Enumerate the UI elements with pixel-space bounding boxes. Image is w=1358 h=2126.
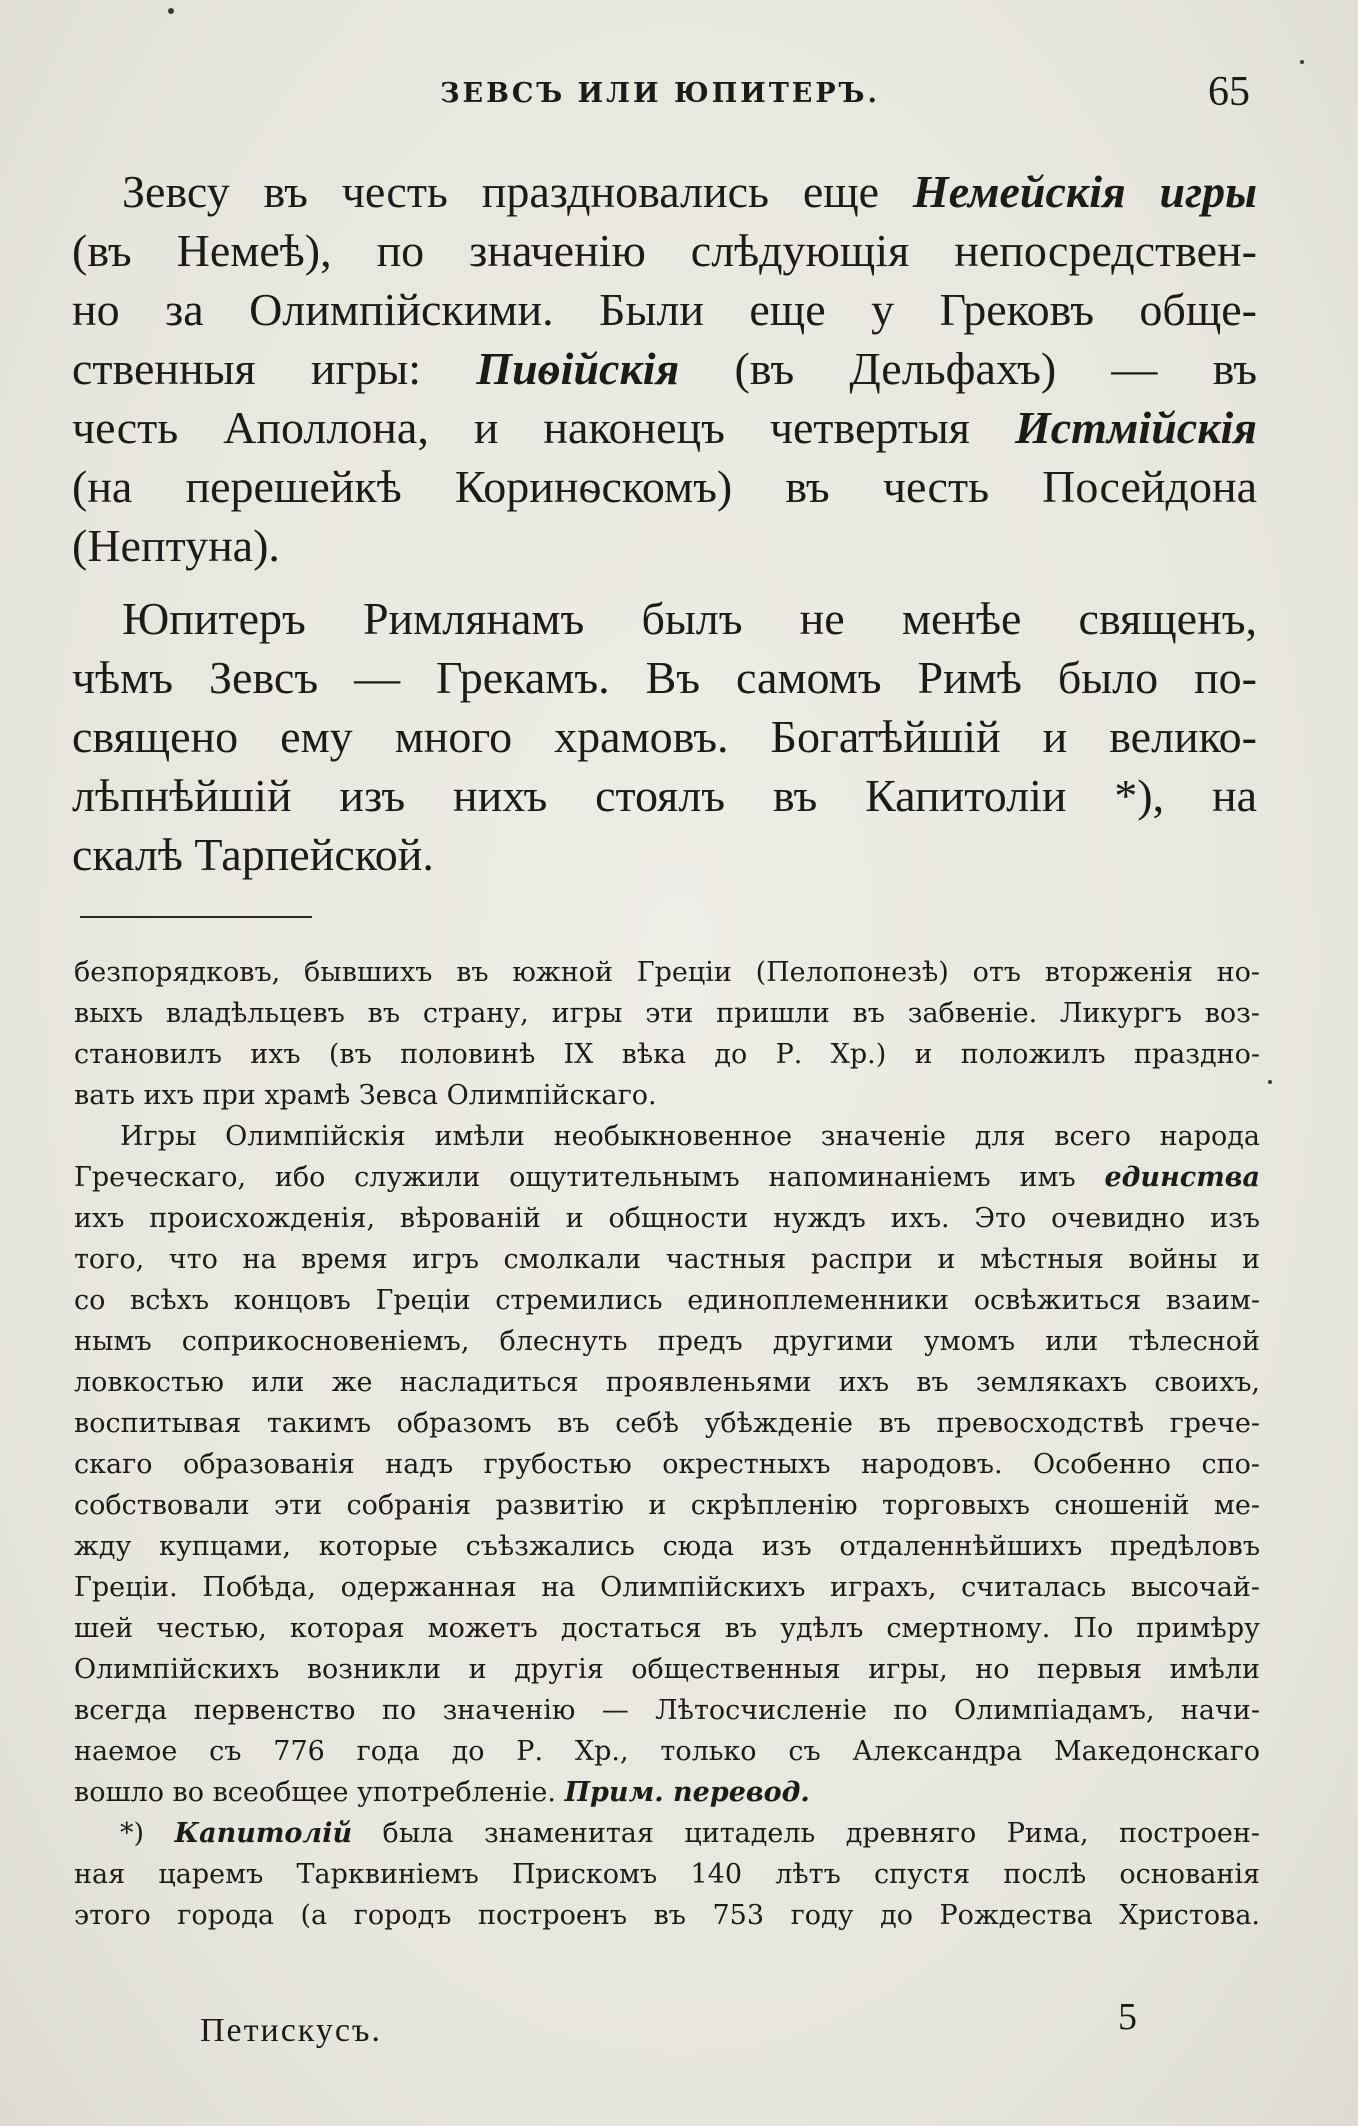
text-line: чѣмъ Зевсъ — Грекамъ. Въ самомъ Римѣ было по-	[72, 652, 1257, 703]
page-number: 65	[1208, 69, 1250, 115]
footnote-line: становилъ ихъ (въ половинѣ IX вѣка до Р. Хр.) и положилъ праздно-	[74, 1039, 1260, 1070]
footnote-line: воспитывая такимъ образомъ въ себѣ убѣжденіе въ превосходствѣ грече-	[74, 1408, 1260, 1439]
footnote-line: жду купцами, которые съѣзжались сюда изъ отдаленнѣйшихъ предѣловъ	[74, 1531, 1260, 1562]
footnote-line: со всѣхъ концовъ Греціи стремились единоплеменники освѣжиться взаим-	[74, 1285, 1260, 1316]
text-line: лѣпнѣйшій изъ нихъ стоялъ въ Капитоліи *), на	[72, 770, 1257, 821]
text-line: честь Аполлона, и наконецъ четвертыя Истмійскія	[72, 402, 1257, 453]
footnote-line: вать ихъ при храмѣ Зевса Олимпійскаго.	[74, 1080, 657, 1111]
text-line: (на перешейкѣ Коринѳскомъ) въ честь Посейдона	[72, 461, 1257, 512]
footnote-line: скаго образованія надъ грубостью окрестныхъ народовъ. Особенно спо-	[74, 1449, 1260, 1480]
footnote-line: шей честью, которая можетъ достаться въ удѣлъ смертному. По примѣру	[74, 1613, 1260, 1644]
footnote-line: наемое съ 776 года до Р. Хр., только съ Александра Македонскаго	[74, 1736, 1260, 1767]
speck	[1300, 60, 1304, 64]
footnote-line: вошло во всеобщее употребленіе. Прим. перевод.	[74, 1777, 810, 1808]
footnote-line: нымъ соприкосновеніемъ, блеснуть предъ другими умомъ или тѣлесной	[74, 1326, 1260, 1357]
footnote-line: ловкостью или же насладиться проявленьями ихъ въ землякахъ своихъ,	[74, 1367, 1260, 1398]
footnote-line: Олимпійскихъ возникли и другія общественныя игры, но первыя имѣли	[74, 1654, 1260, 1685]
footnotes	[74, 952, 1260, 1936]
footnote-line: ихъ происхожденія, вѣрованій и общности нуждъ ихъ. Это очевидно изъ	[74, 1203, 1260, 1234]
text-line: (въ Немеѣ), по значенію слѣдующія непосредствен-	[72, 225, 1257, 276]
footnote-line: этого города (а городъ построенъ въ 753 году до Рождества Христова.	[74, 1900, 1260, 1931]
text-line: Зевсу въ честь праздновались еще Немейскія игры	[122, 166, 1257, 217]
text-line: ственныя игры: Пиѳійскія (въ Дельфахъ) — въ	[72, 343, 1258, 394]
printer-signature: Петискусъ.	[200, 2012, 382, 2049]
footnote-line: безпорядковъ, бывшихъ въ южной Греціи (Пелопонезѣ) отъ вторженія но-	[74, 957, 1260, 988]
footnote-line: Греціи. Побѣда, одержанная на Олимпійскихъ играхъ, считалась высочай-	[74, 1572, 1260, 1603]
footnote-line: собствовали эти собранія развитію и скрѣпленію торговыхъ сношеній ме-	[74, 1490, 1260, 1521]
running-head: ЗЕВСЪ ИЛИ ЮПИТЕРЪ.	[440, 78, 880, 109]
footnote-rule	[80, 916, 312, 918]
footnote-line: Игры Олимпійскія имѣли необыкновенное значеніе для всего народа	[120, 1121, 1260, 1152]
footnote-line: Греческаго, ибо служили ощутительнымъ напоминаніемъ имъ единства	[74, 1162, 1260, 1193]
text-line: но за Олимпійскими. Были еще у Грековъ обще-	[72, 284, 1257, 335]
footnote-line: выхъ владѣльцевъ въ страну, игры эти пришли въ забвеніе. Ликургъ воз-	[74, 998, 1260, 1029]
text-line: (Нептуна).	[72, 520, 280, 571]
speck	[168, 8, 174, 14]
footnote-line: *) Капитолій была знаменитая цитадель древняго Рима, построен-	[120, 1818, 1260, 1849]
text-line: священо ему много храмовъ. Богатѣйшій и велико-	[72, 711, 1257, 762]
footnote-line: того, что на время игръ смолкали частныя распри и мѣстныя войны и	[74, 1244, 1260, 1275]
main-text	[72, 162, 1257, 884]
text-line: скалѣ Тарпейской.	[72, 829, 434, 880]
page-header	[70, 68, 1250, 118]
speck	[1268, 1080, 1272, 1084]
footnote-line: ная царемъ Тарквиніемъ Прискомъ 140 лѣтъ спустя послѣ основанія	[74, 1859, 1260, 1890]
sheet-number: 5	[1118, 1996, 1137, 2038]
text-line: Юпитеръ Римлянамъ былъ не менѣе священъ,	[122, 593, 1257, 644]
footnote-line: всегда первенство по значенію — Лѣтосчисленіе по Олимпіадамъ, начи-	[74, 1695, 1260, 1726]
